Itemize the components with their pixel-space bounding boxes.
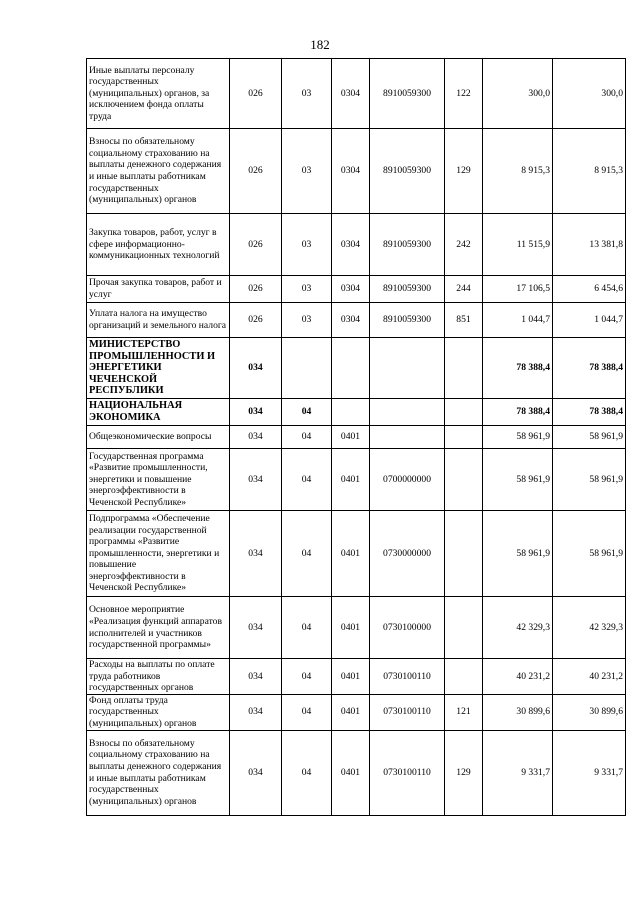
target-article-cell: 0730100110 — [370, 659, 445, 695]
target-article-cell — [370, 399, 445, 426]
subsection-code-cell: 0401 — [332, 694, 370, 730]
section-code-cell: 03 — [282, 303, 332, 338]
ministry-code-cell: 034 — [230, 399, 282, 426]
subsection-code-cell: 0401 — [332, 730, 370, 815]
subsection-code-cell — [332, 338, 370, 399]
section-code-cell — [282, 338, 332, 399]
amount-year1-cell: 42 329,3 — [483, 597, 553, 659]
row-name-cell: Основное мероприятие «Реализация функций аппаратов исполнителей и участников государственной программы» — [87, 597, 230, 659]
expense-type-cell — [445, 597, 483, 659]
table-row — [87, 694, 626, 730]
target-article-cell — [370, 338, 445, 399]
amount-year1-cell: 11 515,9 — [483, 214, 553, 276]
ministry-code-cell: 026 — [230, 59, 282, 129]
table-row — [87, 449, 626, 511]
amount-year1-cell: 78 388,4 — [483, 399, 553, 426]
target-article-cell: 0730100110 — [370, 694, 445, 730]
target-article-cell: 0730100000 — [370, 597, 445, 659]
section-code-cell: 04 — [282, 449, 332, 511]
amount-year2-cell: 40 231,2 — [553, 659, 626, 695]
ministry-code-cell: 034 — [230, 659, 282, 695]
amount-year1-cell: 1 044,7 — [483, 303, 553, 338]
amount-year1-cell: 300,0 — [483, 59, 553, 129]
expense-type-cell — [445, 426, 483, 449]
subsection-code-cell: 0304 — [332, 276, 370, 303]
expense-type-cell — [445, 511, 483, 597]
table-row — [87, 659, 626, 695]
ministry-code-cell: 026 — [230, 129, 282, 214]
amount-year2-cell: 6 454,6 — [553, 276, 626, 303]
table-row — [87, 597, 626, 659]
ministry-code-cell: 034 — [230, 338, 282, 399]
amount-year2-cell: 42 329,3 — [553, 597, 626, 659]
row-name-cell: Взносы по обязательному социальному страхованию на выплаты денежного содержания и иные выплаты работникам государственных (муниципальных) органов — [87, 730, 230, 815]
expense-type-cell: 129 — [445, 129, 483, 214]
subsection-code-cell: 0401 — [332, 449, 370, 511]
row-name-cell: Иные выплаты персоналу государственных (муниципальных) органов, за исключением фонда оплаты труда — [87, 59, 230, 129]
row-name-cell: Подпрограмма «Обеспечение реализации государственной программы «Развитие промышленности, энергетики и повышение энергоэффективности в Чеченской Республике» — [87, 511, 230, 597]
section-code-cell: 03 — [282, 276, 332, 303]
target-article-cell: 0730100110 — [370, 730, 445, 815]
target-article-cell: 8910059300 — [370, 276, 445, 303]
amount-year1-cell: 58 961,9 — [483, 511, 553, 597]
target-article-cell: 8910059300 — [370, 214, 445, 276]
subsection-code-cell: 0304 — [332, 214, 370, 276]
amount-year1-cell: 58 961,9 — [483, 449, 553, 511]
target-article-cell: 0700000000 — [370, 449, 445, 511]
ministry-code-cell: 026 — [230, 276, 282, 303]
amount-year1-cell: 8 915,3 — [483, 129, 553, 214]
row-name-cell: Закупка товаров, работ, услуг в сфере информационно-коммуникационных технологий — [87, 214, 230, 276]
ministry-code-cell: 034 — [230, 426, 282, 449]
table-row — [87, 303, 626, 338]
expense-type-cell — [445, 399, 483, 426]
table-row — [87, 276, 626, 303]
table-row — [87, 511, 626, 597]
amount-year1-cell: 17 106,5 — [483, 276, 553, 303]
ministry-code-cell: 034 — [230, 511, 282, 597]
section-code-cell: 03 — [282, 129, 332, 214]
subsection-code-cell — [332, 399, 370, 426]
subsection-code-cell: 0304 — [332, 59, 370, 129]
target-article-cell: 8910059300 — [370, 59, 445, 129]
budget-table — [86, 58, 626, 816]
subsection-code-cell: 0401 — [332, 659, 370, 695]
row-name-cell: Общеэкономические вопросы — [87, 426, 230, 449]
amount-year2-cell: 300,0 — [553, 59, 626, 129]
subsection-code-cell: 0401 — [332, 511, 370, 597]
subsection-code-cell: 0401 — [332, 597, 370, 659]
amount-year2-cell: 58 961,9 — [553, 511, 626, 597]
amount-year2-cell: 13 381,8 — [553, 214, 626, 276]
subsection-code-cell: 0304 — [332, 129, 370, 214]
page-number: 182 — [310, 37, 330, 52]
target-article-cell — [370, 426, 445, 449]
amount-year2-cell: 58 961,9 — [553, 449, 626, 511]
section-code-cell: 04 — [282, 597, 332, 659]
table-row — [87, 129, 626, 214]
amount-year1-cell: 40 231,2 — [483, 659, 553, 695]
expense-type-cell — [445, 338, 483, 399]
row-name-cell: Уплата налога на имущество организаций и земельного налога — [87, 303, 230, 338]
table-row — [87, 338, 626, 399]
expense-type-cell — [445, 449, 483, 511]
target-article-cell: 8910059300 — [370, 303, 445, 338]
table-row — [87, 399, 626, 426]
amount-year2-cell: 58 961,9 — [553, 426, 626, 449]
section-code-cell: 04 — [282, 730, 332, 815]
row-name-cell: Государственная программа «Развитие промышленности, энергетики и повышение энергоэффективности в Чеченской Республике» — [87, 449, 230, 511]
amount-year1-cell: 9 331,7 — [483, 730, 553, 815]
target-article-cell: 0730000000 — [370, 511, 445, 597]
expense-type-cell — [445, 659, 483, 695]
amount-year2-cell: 1 044,7 — [553, 303, 626, 338]
ministry-code-cell: 026 — [230, 303, 282, 338]
section-code-cell: 03 — [282, 214, 332, 276]
amount-year2-cell: 8 915,3 — [553, 129, 626, 214]
expense-type-cell: 851 — [445, 303, 483, 338]
section-code-cell: 03 — [282, 59, 332, 129]
row-name-cell: Фонд оплаты труда государственных (муниципальных) органов — [87, 694, 230, 730]
amount-year1-cell: 78 388,4 — [483, 338, 553, 399]
ministry-code-cell: 034 — [230, 730, 282, 815]
ministry-code-cell: 026 — [230, 214, 282, 276]
amount-year1-cell: 58 961,9 — [483, 426, 553, 449]
ministry-code-cell: 034 — [230, 449, 282, 511]
table-row — [87, 214, 626, 276]
section-code-cell: 04 — [282, 399, 332, 426]
row-name-cell: Расходы на выплаты по оплате труда работников государственных органов — [87, 659, 230, 695]
section-code-cell: 04 — [282, 426, 332, 449]
target-article-cell: 8910059300 — [370, 129, 445, 214]
row-name-cell: Прочая закупка товаров, работ и услуг — [87, 276, 230, 303]
table-body — [87, 59, 626, 816]
table-row — [87, 426, 626, 449]
subsection-code-cell: 0304 — [332, 303, 370, 338]
section-code-cell: 04 — [282, 511, 332, 597]
amount-year2-cell: 78 388,4 — [553, 338, 626, 399]
amount-year2-cell: 30 899,6 — [553, 694, 626, 730]
ministry-code-cell: 034 — [230, 597, 282, 659]
amount-year2-cell: 9 331,7 — [553, 730, 626, 815]
expense-type-cell: 244 — [445, 276, 483, 303]
section-code-cell: 04 — [282, 659, 332, 695]
ministry-code-cell: 034 — [230, 694, 282, 730]
subsection-code-cell: 0401 — [332, 426, 370, 449]
row-name-cell: Взносы по обязательному социальному страхованию на выплаты денежного содержания и иные выплаты работникам государственных (муниципальных) органов — [87, 129, 230, 214]
expense-type-cell: 121 — [445, 694, 483, 730]
amount-year2-cell: 78 388,4 — [553, 399, 626, 426]
row-name-cell: МИНИСТЕРСТВО ПРОМЫШЛЕННОСТИ И ЭНЕРГЕТИКИ ЧЕЧЕНСКОЙ РЕСПУБЛИКИ — [87, 338, 230, 399]
section-code-cell: 04 — [282, 694, 332, 730]
table-row — [87, 730, 626, 815]
expense-type-cell: 242 — [445, 214, 483, 276]
expense-type-cell: 129 — [445, 730, 483, 815]
table-row — [87, 59, 626, 129]
expense-type-cell: 122 — [445, 59, 483, 129]
row-name-cell: НАЦИОНАЛЬНАЯ ЭКОНОМИКА — [87, 399, 230, 426]
amount-year1-cell: 30 899,6 — [483, 694, 553, 730]
